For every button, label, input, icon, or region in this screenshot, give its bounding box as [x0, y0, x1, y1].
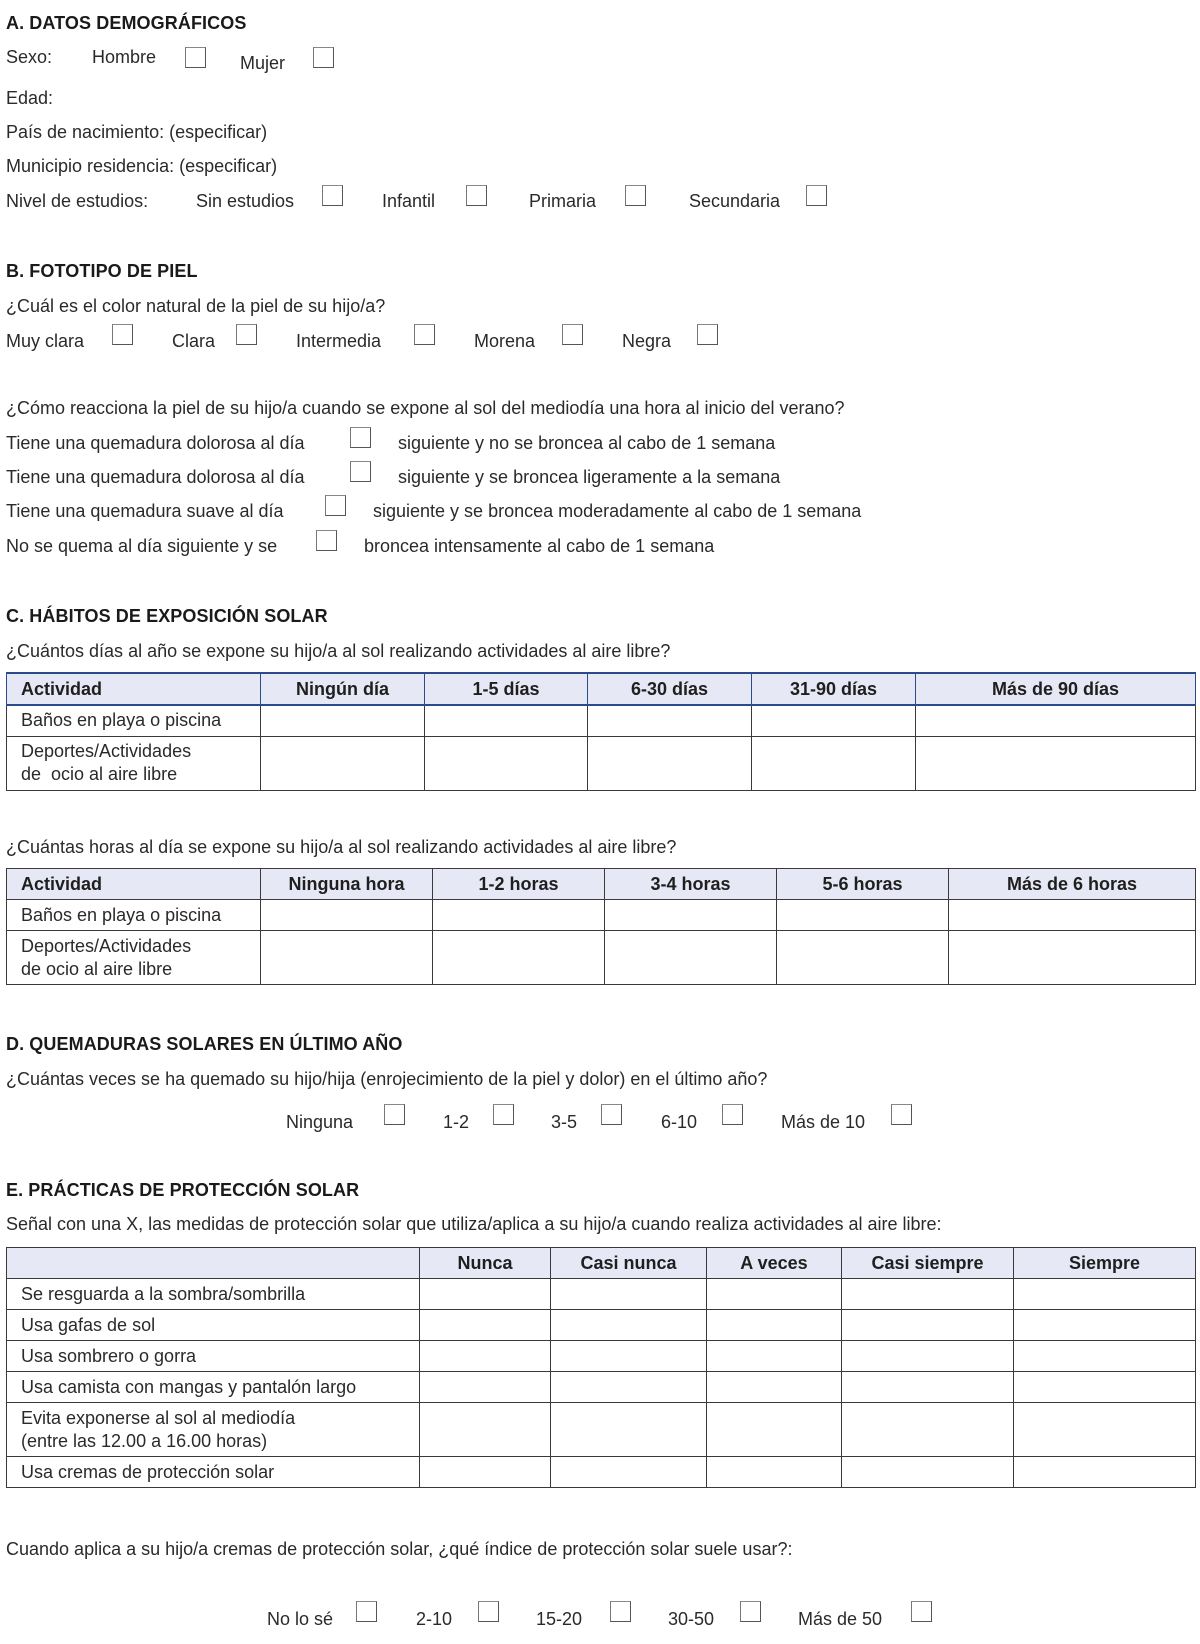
hours-per-day-table	[6, 868, 1196, 985]
table-row	[7, 1372, 1196, 1403]
answer-cell[interactable]	[425, 736, 588, 790]
answer-cell[interactable]	[842, 1310, 1014, 1341]
checkbox-burns-1-2[interactable]	[493, 1104, 514, 1125]
table-row	[7, 1341, 1196, 1372]
answer-cell[interactable]	[551, 1310, 707, 1341]
checkbox-clara[interactable]	[236, 324, 257, 345]
option-label: Infantil	[382, 191, 436, 211]
answer-cell[interactable]	[588, 736, 752, 790]
checkbox-intermedia[interactable]	[414, 324, 435, 345]
answer-cell[interactable]	[551, 1403, 707, 1457]
section-b-title: B. FOTOTIPO DE PIEL	[6, 261, 198, 281]
answer-cell[interactable]	[707, 1279, 842, 1310]
column-header: 6-30 días	[588, 673, 752, 705]
question-skin-reaction: ¿Cómo reacciona la piel de su hijo/a cuando se expone al sol del mediodía una hora al inicio del verano?	[6, 398, 845, 418]
column-header: 1-5 días	[425, 673, 588, 705]
column-header: Ningún día	[261, 673, 425, 705]
row-label: Baños en playa o piscina	[7, 900, 261, 931]
reaction-left: Tiene una quemadura dolorosa al día	[6, 467, 305, 487]
answer-cell[interactable]	[842, 1457, 1014, 1488]
question-burns: ¿Cuántas veces se ha quemado su hijo/hija (enrojecimiento de la piel y dolor) en el último año?	[6, 1069, 768, 1089]
answer-cell[interactable]	[1014, 1403, 1196, 1457]
checkbox-primaria[interactable]	[625, 185, 646, 206]
section-d-title: D. QUEMADURAS SOLARES EN ÚLTIMO AÑO	[6, 1034, 403, 1054]
column-header: 1-2 horas	[433, 869, 605, 900]
column-header: Nunca	[420, 1248, 551, 1279]
estudios-label: Nivel de estudios:	[6, 191, 149, 211]
reaction-left: Tiene una quemadura suave al día	[6, 501, 284, 521]
answer-cell[interactable]	[261, 900, 433, 931]
municipio-label: Municipio residencia: (especificar)	[6, 156, 278, 176]
checkbox-spf-30-50[interactable]	[740, 1601, 761, 1622]
reaction-left: No se quema al día siguiente y se	[6, 536, 278, 556]
option-label: 6-10	[661, 1112, 698, 1132]
option-label: Secundaria	[689, 191, 781, 211]
checkbox-sexo-mujer[interactable]	[313, 47, 334, 68]
checkbox-reaction-2[interactable]	[350, 461, 371, 482]
answer-cell[interactable]	[916, 736, 1196, 790]
answer-cell[interactable]	[842, 1403, 1014, 1457]
answer-cell[interactable]	[777, 900, 949, 931]
checkbox-spf-mas-50[interactable]	[911, 1601, 932, 1622]
option-label: Primaria	[529, 191, 597, 211]
answer-cell[interactable]	[1014, 1372, 1196, 1403]
option-label: 3-5	[551, 1112, 578, 1132]
pais-label: País de nacimiento: (especificar)	[6, 122, 268, 142]
answer-cell[interactable]	[842, 1341, 1014, 1372]
column-header: Casi siempre	[842, 1248, 1014, 1279]
table-row	[7, 1457, 1196, 1488]
question-hours-per-day: ¿Cuántas horas al día se expone su hijo/a al sol realizando actividades al aire libre?	[6, 837, 677, 857]
answer-cell[interactable]	[420, 1341, 551, 1372]
row-label: Usa cremas de protección solar	[7, 1457, 420, 1488]
checkbox-sexo-hombre[interactable]	[185, 47, 206, 68]
option-label: Más de 10	[781, 1112, 866, 1132]
answer-cell[interactable]	[551, 1279, 707, 1310]
reaction-right: siguiente y se broncea ligeramente a la semana	[398, 467, 781, 487]
checkbox-burns-mas-10[interactable]	[891, 1104, 912, 1125]
option-label: No lo sé	[267, 1609, 334, 1629]
checkbox-burns-6-10[interactable]	[722, 1104, 743, 1125]
table-row	[7, 1403, 1196, 1457]
option-label: Mujer	[240, 53, 286, 73]
answer-cell[interactable]	[916, 705, 1196, 736]
column-header: Más de 90 días	[916, 673, 1196, 705]
answer-cell[interactable]	[551, 1457, 707, 1488]
row-label: Deportes/Actividades de ocio al aire libre	[7, 736, 261, 790]
answer-cell[interactable]	[551, 1341, 707, 1372]
checkbox-morena[interactable]	[562, 324, 583, 345]
option-label: Ninguna	[286, 1112, 354, 1132]
column-header: Actividad	[7, 869, 261, 900]
answer-cell[interactable]	[261, 705, 425, 736]
section-a-title: A. DATOS DEMOGRÁFICOS	[6, 13, 247, 33]
table-row	[7, 900, 1196, 931]
checkbox-reaction-4[interactable]	[316, 530, 337, 551]
row-label: Baños en playa o piscina	[7, 705, 261, 736]
answer-cell[interactable]	[551, 1372, 707, 1403]
column-header: Siempre	[1014, 1248, 1196, 1279]
row-label: Deportes/Actividades de ocio al aire libre	[7, 931, 261, 985]
answer-cell[interactable]	[588, 705, 752, 736]
answer-cell[interactable]	[707, 1341, 842, 1372]
checkbox-negra[interactable]	[697, 324, 718, 345]
table-row	[7, 1279, 1196, 1310]
answer-cell[interactable]	[433, 931, 605, 985]
row-label: Se resguarda a la sombra/sombrilla	[7, 1279, 420, 1310]
table-row	[7, 1310, 1196, 1341]
checkbox-secundaria[interactable]	[806, 185, 827, 206]
answer-cell[interactable]	[949, 931, 1196, 985]
answer-cell[interactable]	[1014, 1457, 1196, 1488]
reaction-left: Tiene una quemadura dolorosa al día	[6, 433, 305, 453]
answer-cell[interactable]	[1014, 1279, 1196, 1310]
answer-cell[interactable]	[420, 1403, 551, 1457]
checkbox-reaction-1[interactable]	[350, 427, 371, 448]
answer-cell[interactable]	[707, 1403, 842, 1457]
checkbox-spf-no-lo-se[interactable]	[356, 1601, 377, 1622]
column-header: 31-90 días	[752, 673, 916, 705]
table-header-row	[7, 1248, 1196, 1279]
answer-cell[interactable]	[605, 900, 777, 931]
table-header-row	[7, 673, 1196, 705]
table-header-row	[7, 869, 1196, 900]
question-spf: Cuando aplica a su hijo/a cremas de protección solar, ¿qué índice de protección solar suele usar?:	[6, 1539, 793, 1559]
answer-cell[interactable]	[777, 931, 949, 985]
option-label: Muy clara	[6, 331, 85, 351]
days-per-year-table	[6, 672, 1196, 791]
option-label: Hombre	[92, 47, 157, 67]
column-header	[7, 1248, 420, 1279]
answer-cell[interactable]	[752, 705, 916, 736]
option-label: 15-20	[536, 1609, 583, 1629]
checkbox-infantil[interactable]	[466, 185, 487, 206]
row-label: Usa gafas de sol	[7, 1310, 420, 1341]
protection-practices-table	[6, 1247, 1196, 1488]
answer-cell[interactable]	[707, 1372, 842, 1403]
reaction-right: siguiente y se broncea moderadamente al cabo de 1 semana	[373, 501, 862, 521]
answer-cell[interactable]	[605, 931, 777, 985]
option-label: 2-10	[416, 1609, 453, 1629]
option-label: Negra	[622, 331, 672, 351]
sexo-label: Sexo:	[6, 47, 53, 67]
answer-cell[interactable]	[1014, 1341, 1196, 1372]
column-header: Casi nunca	[551, 1248, 707, 1279]
answer-cell[interactable]	[707, 1310, 842, 1341]
answer-cell[interactable]	[420, 1372, 551, 1403]
column-header: Actividad	[7, 673, 261, 705]
question-days-per-year: ¿Cuántos días al año se expone su hijo/a al sol realizando actividades al aire libre?	[6, 641, 671, 661]
reaction-right: broncea intensamente al cabo de 1 semana	[364, 536, 715, 556]
section-c-title: C. HÁBITOS DE EXPOSICIÓN SOLAR	[6, 606, 328, 626]
question-skin-color: ¿Cuál es el color natural de la piel de su hijo/a?	[6, 296, 386, 316]
checkbox-muy-clara[interactable]	[112, 324, 133, 345]
row-label: Evita exponerse al sol al mediodía (entre las 12.00 a 16.00 horas)	[7, 1403, 420, 1457]
row-label: Usa sombrero o gorra	[7, 1341, 420, 1372]
option-label: 1-2	[443, 1112, 470, 1132]
table-row	[7, 736, 1196, 790]
column-header: 3-4 horas	[605, 869, 777, 900]
answer-cell[interactable]	[433, 900, 605, 931]
answer-cell[interactable]	[752, 736, 916, 790]
answer-cell[interactable]	[842, 1279, 1014, 1310]
checkbox-burns-3-5[interactable]	[601, 1104, 622, 1125]
checkbox-spf-2-10[interactable]	[478, 1601, 499, 1622]
row-label: Usa camista con mangas y pantalón largo	[7, 1372, 420, 1403]
column-header: A veces	[707, 1248, 842, 1279]
answer-cell[interactable]	[842, 1372, 1014, 1403]
table-row	[7, 705, 1196, 736]
option-label: Más de 50	[798, 1609, 883, 1629]
option-label: Intermedia	[296, 331, 382, 351]
column-header: 5-6 horas	[777, 869, 949, 900]
answer-cell[interactable]	[707, 1457, 842, 1488]
table-row	[7, 931, 1196, 985]
answer-cell[interactable]	[949, 900, 1196, 931]
answer-cell[interactable]	[261, 931, 433, 985]
column-header: Ninguna hora	[261, 869, 433, 900]
option-label: Morena	[474, 331, 536, 351]
reaction-right: siguiente y no se broncea al cabo de 1 semana	[398, 433, 776, 453]
answer-cell[interactable]	[1014, 1310, 1196, 1341]
edad-label: Edad:	[6, 88, 54, 108]
checkbox-reaction-3[interactable]	[325, 495, 346, 516]
question-protection: Señal con una X, las medidas de protección solar que utiliza/aplica a su hijo/a cuando realiza actividades al aire libre:	[6, 1214, 942, 1234]
answer-cell[interactable]	[261, 736, 425, 790]
option-label: Clara	[172, 331, 216, 351]
checkbox-burns-ninguna[interactable]	[384, 1104, 405, 1125]
answer-cell[interactable]	[425, 705, 588, 736]
answer-cell[interactable]	[420, 1310, 551, 1341]
option-label: Sin estudios	[196, 191, 295, 211]
answer-cell[interactable]	[420, 1279, 551, 1310]
column-header: Más de 6 horas	[949, 869, 1196, 900]
section-e-title: E. PRÁCTICAS DE PROTECCIÓN SOLAR	[6, 1180, 360, 1200]
option-label: 30-50	[668, 1609, 715, 1629]
answer-cell[interactable]	[420, 1457, 551, 1488]
checkbox-sin-estudios[interactable]	[322, 185, 343, 206]
checkbox-spf-15-20[interactable]	[610, 1601, 631, 1622]
